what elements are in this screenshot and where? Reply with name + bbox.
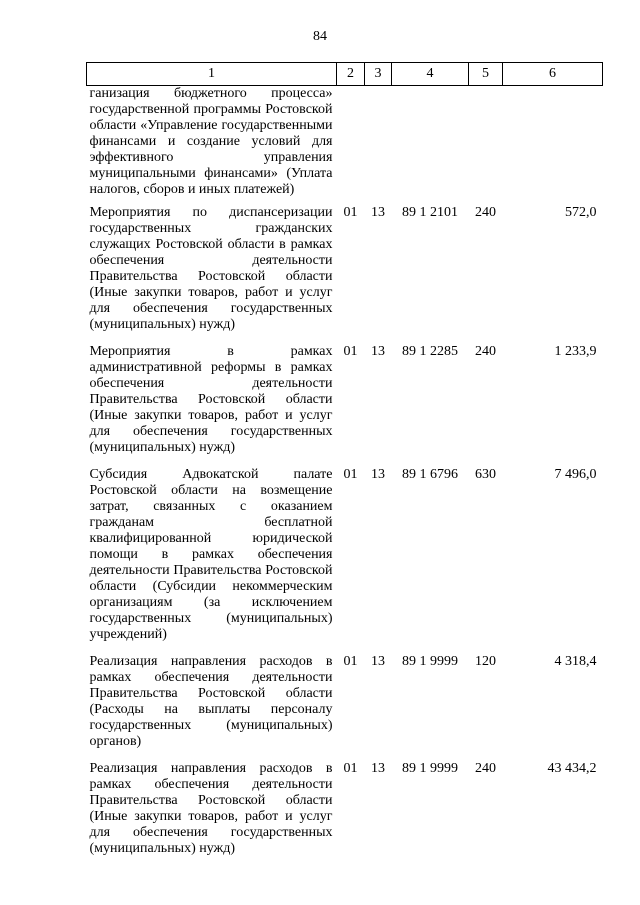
row-section: 01 [343, 467, 358, 482]
table-row [87, 86, 603, 199]
header-col-3: 3 [365, 63, 392, 86]
row-amount: 572,0 [565, 205, 597, 220]
row-section: 01 [343, 205, 358, 220]
table-header-row [87, 63, 603, 86]
row-description: Реализация направления расходов в рамках обеспечения деятельности Правительства Ростовской области (Иные закупки товаров, работ и услуг для обеспечения государственных (муниципальных) нужд) [89, 761, 333, 856]
row-description: Мероприятия в рамках административной реформы в рамках обеспечения деятельности Правительства Ростовской области (Иные закупки товаров, работ и услуг для обеспечения государственных (муниципальных) нужд) [89, 344, 333, 455]
page-number: 84 [313, 29, 327, 44]
row-target-code: 89 1 2101 [402, 205, 458, 220]
row-subsection: 13 [371, 761, 385, 776]
budget-table [86, 62, 603, 861]
row-expense-type: 240 [475, 761, 496, 776]
row-description: Субсидия Адвокатской палате Ростовской области на возмещение затрат, связанных с оказанием гражданам бесплатной квалифицированной юридической помощи в рамках обеспечения деятельности Правительства Ростовской области (Субсидии некоммерческим организациям (за исключением государственных (муниципальных) учреждений) [89, 467, 333, 642]
row-subsection: 13 [371, 344, 385, 359]
row-expense-type [469, 86, 503, 199]
row-expense-type: 630 [475, 467, 496, 482]
row-description: Мероприятия по диспансеризации государственных гражданских служащих Ростовской области в рамках обеспечения деятельности Правительства Ростовской области (Иные закупки товаров, работ и услуг для обеспечения государственных (муниципальных) нужд) [89, 205, 333, 332]
row-target-code: 89 1 9999 [402, 654, 458, 669]
row-section [337, 86, 365, 199]
row-amount: 1 233,9 [554, 344, 597, 359]
row-section: 01 [343, 344, 358, 359]
row-amount: 4 318,4 [554, 654, 597, 669]
row-subsection: 13 [371, 654, 385, 669]
header-col-6: 6 [503, 63, 603, 86]
table-row [87, 198, 603, 337]
row-description: ганизация бюджетного процесса» государственной программы Ростовской области «Управление государственными финансами и создание условий для эффективного управления муниципальными финансами» (Уплата налогов, сборов и иных платежей) [89, 86, 333, 197]
row-target-code: 89 1 2285 [402, 344, 458, 359]
row-subsection: 13 [371, 205, 385, 220]
header-col-1: 1 [87, 63, 337, 86]
row-subsection: 13 [371, 467, 385, 482]
row-amount: 7 496,0 [554, 467, 597, 482]
row-target-code: 89 1 9999 [402, 761, 458, 776]
row-section: 01 [343, 761, 358, 776]
table-row [87, 460, 603, 647]
row-section: 01 [343, 654, 358, 669]
row-target-code: 89 1 6796 [402, 467, 458, 482]
table-row [87, 754, 603, 861]
header-col-2: 2 [337, 63, 365, 86]
row-target-code [392, 86, 469, 199]
table-row [87, 647, 603, 754]
row-subsection [365, 86, 392, 199]
row-expense-type: 240 [475, 205, 496, 220]
row-amount [503, 86, 603, 199]
row-expense-type: 120 [475, 654, 496, 669]
header-col-5: 5 [469, 63, 503, 86]
row-amount: 43 434,2 [547, 761, 597, 776]
header-col-4: 4 [392, 63, 469, 86]
row-expense-type: 240 [475, 344, 496, 359]
row-description: Реализация направления расходов в рамках обеспечения деятельности Правительства Ростовской области (Расходы на выплаты персоналу государственных (муниципальных) органов) [89, 654, 333, 749]
table-row [87, 337, 603, 460]
